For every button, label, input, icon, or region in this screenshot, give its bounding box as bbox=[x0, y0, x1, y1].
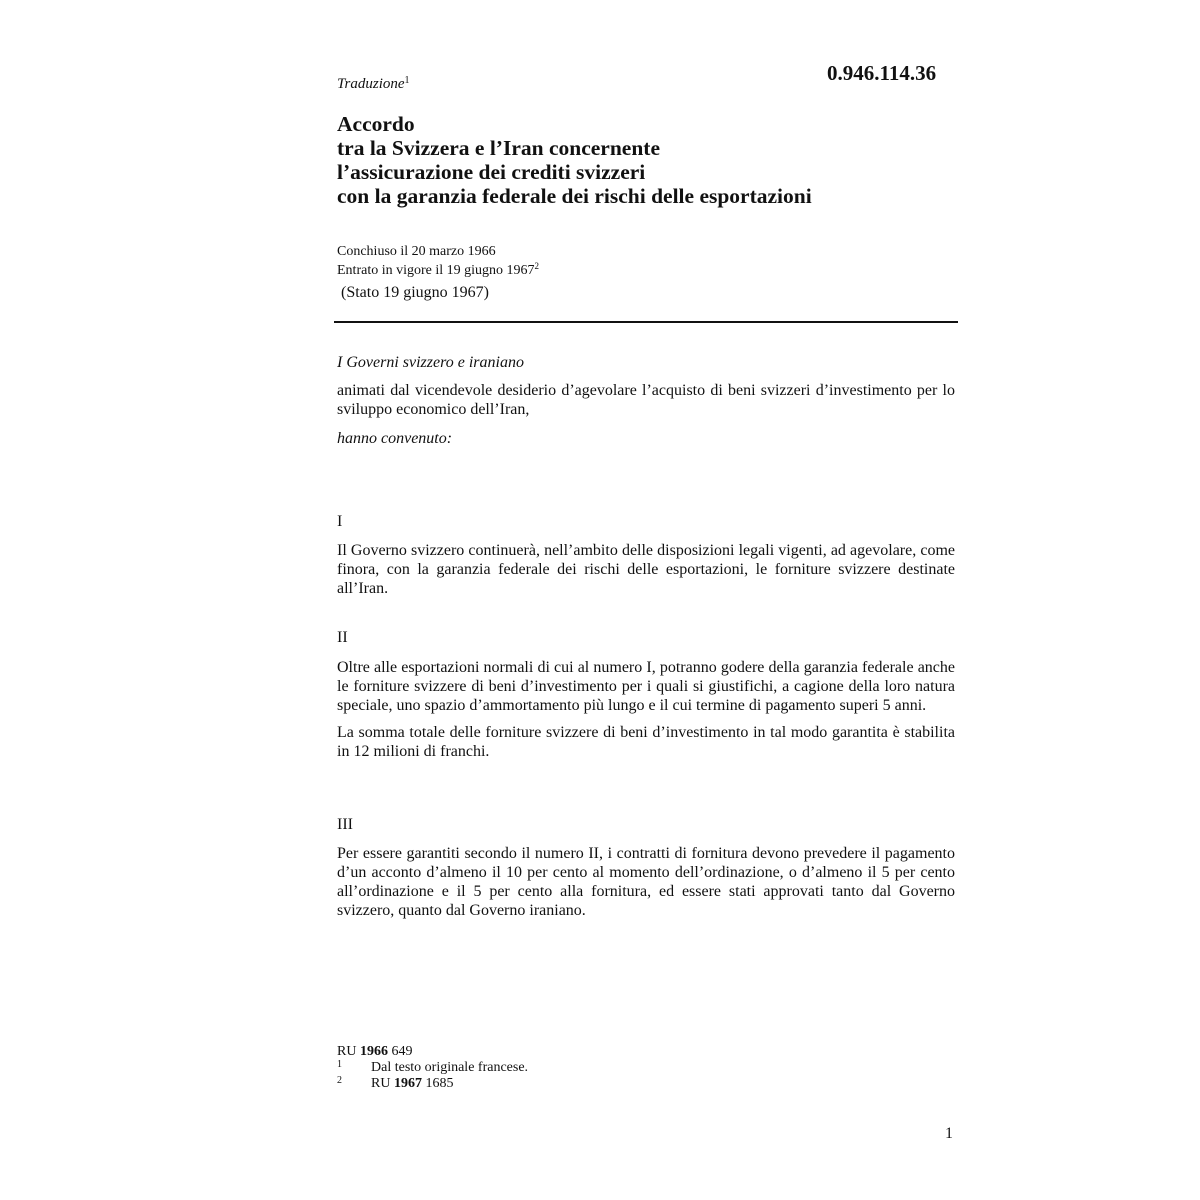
footnote-1: 1 Dal testo originale francese. bbox=[337, 1059, 529, 1075]
header-divider bbox=[334, 321, 958, 323]
section-number: I bbox=[337, 513, 343, 530]
section-paragraph: La somma totale delle forniture svizzere di beni d’investimento in tal modo garantita è stabilita in 12 milioni di franchi. bbox=[337, 724, 955, 760]
page-number: 1 bbox=[945, 1125, 953, 1142]
section-ii-body bbox=[337, 658, 955, 769]
section-number: III bbox=[337, 816, 353, 833]
title-line: tra la Svizzera e l’Iran concernente bbox=[337, 136, 660, 160]
title-line: con la garanzia federale dei rischi delle esportazioni bbox=[337, 184, 812, 208]
footnote-2: 2 RU 1967 1685 bbox=[337, 1075, 454, 1091]
section-iii-body bbox=[337, 844, 955, 928]
section-number: II bbox=[337, 629, 348, 646]
section-paragraph: Per essere garantiti secondo il numero II, i contratti di fornitura devono prevedere il pagamento d’un acconto d’almeno il 10 per cento al momento dell’ordinazione, o d’almeno il 5 per cento all’ordinazione e il 5 per cento alla fornitura, ed essere stati approvati tanto dal Governo svizzero, quanto dal Governo iraniano. bbox=[337, 845, 955, 919]
section-paragraph: Il Governo svizzero continuerà, nell’ambito delle disposizioni legali vigenti, ad agevolare, come finora, con la garanzia federale dei rischi delle esportazioni, le forniture svizzere destinate all’Iran. bbox=[337, 542, 955, 597]
footnotes bbox=[337, 1044, 737, 1092]
footnote-ref-2[interactable]: 2 bbox=[534, 261, 540, 271]
preamble-parties: I Governi svizzero e iraniano bbox=[337, 354, 524, 371]
status-date: (Stato 19 giugno 1967) bbox=[341, 284, 489, 301]
ru-reference: RU 1966 649 bbox=[337, 1044, 413, 1059]
in-force-date: Entrato in vigore il 19 giugno 1967$^2$ bbox=[337, 261, 540, 278]
preamble-agreed: hanno convenuto: bbox=[337, 430, 453, 447]
translation-label: Traduzione bbox=[337, 76, 405, 92]
footnote-ref-1[interactable]: 1 bbox=[404, 75, 410, 86]
section-paragraph: Oltre alle esportazioni normali di cui al numero I, potranno godere della garanzia federale anche le forniture svizzere di beni d’investimento per i quali si giustifichi, a cagione della loro natura speciale, uno spazio d’ammortamento più lungo e il cui termine di pagamento superi 5 anni. bbox=[337, 659, 955, 714]
section-i-body bbox=[337, 541, 955, 606]
translation-note bbox=[337, 75, 410, 93]
concluded-date: Conchiuso il 20 marzo 1966 bbox=[337, 244, 496, 259]
preamble-text: animati dal vicendevole desiderio d’agevolare l’acquisto di beni svizzeri d’investimento per lo sviluppo economico dell’Iran, bbox=[337, 382, 955, 418]
document-title bbox=[337, 112, 812, 208]
document-dates bbox=[337, 244, 539, 278]
title-line: Accordo bbox=[337, 112, 415, 136]
sr-number: 0.946.114.36 bbox=[827, 61, 937, 85]
title-line: l’assicurazione dei crediti svizzeri bbox=[337, 160, 646, 184]
